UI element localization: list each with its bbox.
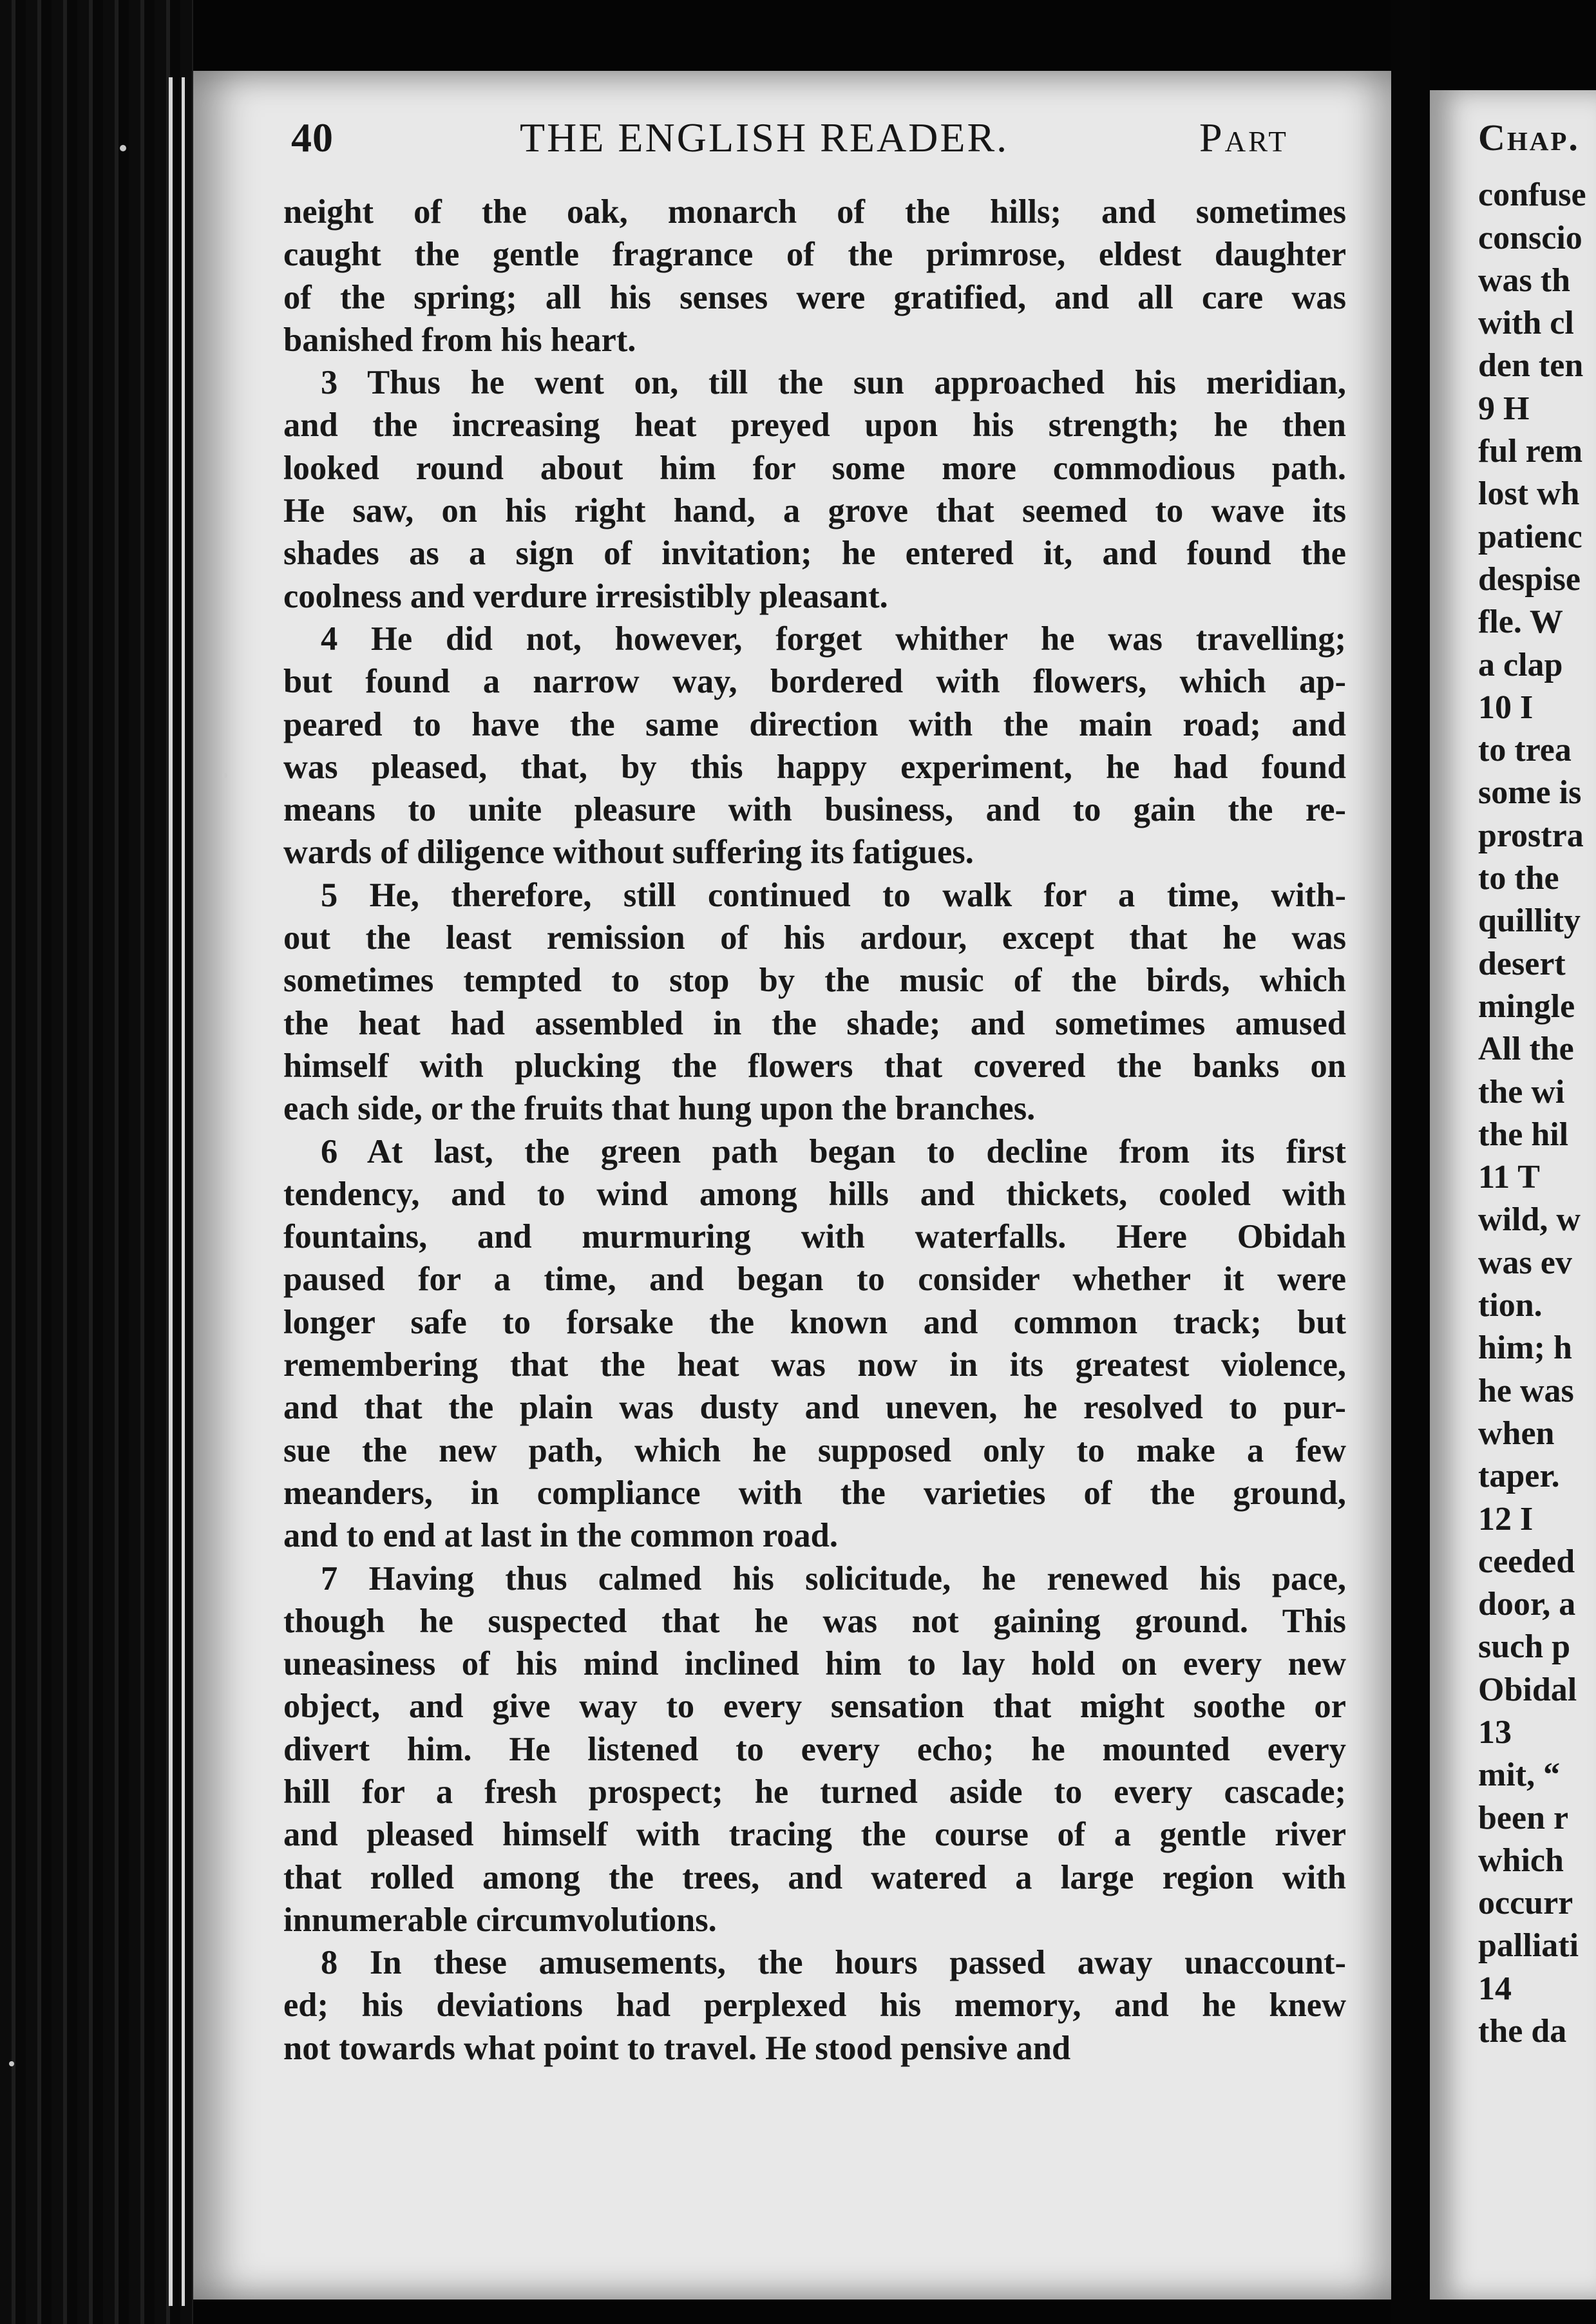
book-binding	[0, 0, 193, 2324]
text-line: shades as a sign of invitation; he entered it, and found the	[283, 535, 1346, 573]
text-line: object, and give way to every sensation that might soothe or	[283, 1688, 1346, 1726]
right-page-line: was ev	[1478, 1244, 1572, 1281]
right-page-text	[1478, 108, 1596, 2053]
right-page-line: ceeded	[1478, 1543, 1575, 1580]
text-line: 7 Having thus calmed his solicitude, he renewed his pace,	[321, 1559, 1346, 1597]
page-number: 40	[291, 115, 334, 160]
right-page-line: conscio	[1478, 219, 1582, 256]
text-line: 8 In these amusements, the hours passed away unaccount-	[321, 1944, 1346, 1982]
right-page-line: with cl	[1478, 305, 1574, 342]
right-page-line: wild, w	[1478, 1201, 1581, 1239]
right-page-line: a clap	[1478, 646, 1563, 683]
text-line: 4 He did not, however, forget whither he was travelling;	[321, 620, 1346, 658]
right-page-line: him; h	[1478, 1329, 1572, 1367]
text-line: uneasiness of his mind inclined him to lay hold on every new	[283, 1645, 1346, 1683]
text-line: remembering that the heat was now in its greatest violence,	[283, 1346, 1346, 1384]
right-page-line: fle. W	[1478, 604, 1563, 641]
text-line: peared to have the same direction with the main road; and	[283, 705, 1346, 743]
text-line: was pleased, that, by this happy experiment, he had found	[283, 748, 1346, 786]
right-page-line: to the	[1478, 860, 1559, 897]
right-page-line: mit, “	[1478, 1757, 1561, 1794]
right-page-line: den ten	[1478, 347, 1584, 385]
text-line: and the increasing heat preyed upon his strength; he then	[283, 406, 1346, 444]
text-line: of the spring; all his senses were gratified, and all care was	[283, 278, 1346, 316]
text-line: that rolled among the trees, and watered a large region with	[283, 1858, 1346, 1896]
text-line: tendency, and to wind among hills and thickets, cooled with	[283, 1175, 1346, 1213]
dust-speck	[120, 145, 126, 151]
text-line: 5 He, therefore, still continued to walk for a time, with-	[321, 876, 1346, 914]
text-line: ed; his deviations had perplexed his memory, and he knew	[283, 1986, 1346, 2024]
right-page-line: patienc	[1478, 518, 1582, 555]
right-page-line: quillity	[1478, 902, 1581, 940]
text-line: but found a narrow way, bordered with flowers, which ap-	[283, 663, 1346, 701]
text-line: paused for a time, and began to consider whether it were	[283, 1261, 1346, 1299]
text-line: He saw, on his right hand, a grove that seemed to wave its	[283, 492, 1346, 530]
right-page-line: 9 H	[1478, 390, 1530, 427]
text-line: meanders, in compliance with the varieties of the ground,	[283, 1474, 1346, 1512]
text-line: longer safe to forsake the known and common track; but	[283, 1303, 1346, 1341]
text-line: means to unite pleasure with business, and to gain the re-	[283, 791, 1346, 829]
text-line: neight of the oak, monarch of the hills; and sometimes	[283, 193, 1346, 231]
dust-speck	[9, 2061, 14, 2066]
right-page-line: despise	[1478, 560, 1581, 598]
right-page-line: some is	[1478, 774, 1582, 812]
right-page-line: confuse	[1478, 176, 1586, 214]
text-line: and to end at last in the common road.	[283, 1517, 838, 1555]
right-page-line: prostra	[1478, 817, 1584, 854]
text-line: sue the new path, which he supposed only to make a few	[283, 1431, 1346, 1469]
right-page-line: occurr	[1478, 1885, 1573, 1922]
right-page-line: Obidal	[1478, 1671, 1577, 1708]
right-page-line: he was	[1478, 1372, 1574, 1409]
right-page-line: such p	[1478, 1628, 1571, 1666]
right-page-line: when	[1478, 1414, 1555, 1452]
text-line: caught the gentle fragrance of the primrose, eldest daughter	[283, 236, 1346, 274]
binding-edge	[182, 77, 185, 2306]
right-page-line: 13	[1478, 1713, 1512, 1751]
right-page-line: the wi	[1478, 1073, 1565, 1110]
text-line: and that the plain was dusty and uneven, he resolved to pur-	[283, 1389, 1346, 1427]
text-line: though he suspected that he was not gaining ground. This	[283, 1602, 1346, 1640]
page-header	[291, 108, 1335, 167]
running-title: THE ENGLISH READER.	[520, 115, 1009, 160]
text-line: himself with plucking the flowers that covered the banks on	[283, 1047, 1346, 1085]
text-line: fountains, and murmuring with waterfalls. Here Obidah	[283, 1218, 1346, 1256]
right-page-line: palliati	[1478, 1927, 1579, 1965]
right-page-line: 12 I	[1478, 1500, 1534, 1538]
page-gutter	[1391, 0, 1430, 2324]
right-page-line: which	[1478, 1842, 1564, 1879]
right-page-line: mingle	[1478, 987, 1575, 1025]
binding-edge	[169, 77, 173, 2306]
right-page-line: to trea	[1478, 732, 1572, 769]
text-line: sometimes tempted to stop by the music of the birds, which	[283, 962, 1346, 1000]
right-page-line: 11 T	[1478, 1159, 1540, 1196]
right-page-line: door, a	[1478, 1586, 1576, 1623]
right-page-line: tion.	[1478, 1287, 1543, 1324]
right-page-line: the hil	[1478, 1116, 1569, 1153]
text-line: and pleased himself with tracing the course of a gentle river	[283, 1816, 1346, 1854]
right-page-line: 14	[1478, 1970, 1512, 2007]
right-page-line: taper.	[1478, 1458, 1560, 1495]
dust-speck	[222, 773, 227, 778]
right-page-line: All the	[1478, 1031, 1574, 1068]
text-line: hill for a fresh prospect; he turned aside to every cascade;	[283, 1773, 1346, 1811]
text-line: out the least remission of his ardour, except that he was	[283, 919, 1346, 957]
right-page-line: was th	[1478, 262, 1571, 299]
text-line: divert him. He listened to every echo; he mounted every	[283, 1730, 1346, 1768]
right-page-line: ful rem	[1478, 433, 1583, 470]
right-page-line: the da	[1478, 2013, 1567, 2050]
right-page-line: desert	[1478, 945, 1566, 982]
text-line: 3 Thus he went on, till the sun approached his meridian,	[321, 364, 1346, 402]
page-body	[283, 191, 1346, 2070]
text-line: banished from his heart.	[283, 321, 636, 359]
text-line: 6 At last, the green path began to decline from its first	[321, 1132, 1346, 1170]
text-line: not towards what point to travel. He stood pensive and	[283, 2029, 1071, 2067]
text-line: looked round about him for some more commodious path.	[283, 449, 1346, 487]
right-page-line: been r	[1478, 1799, 1569, 1836]
text-line: innumerable circumvolutions.	[283, 1901, 717, 1939]
right-page-line: lost wh	[1478, 475, 1580, 513]
text-line: each side, or the fruits that hung upon the branches.	[283, 1090, 1036, 1128]
text-line: the heat had assembled in the shade; and sometimes amused	[283, 1004, 1346, 1042]
right-page-header: Chap.	[1478, 117, 1580, 158]
part-label: Part	[1199, 115, 1289, 160]
text-line: wards of diligence without suffering its fatigues.	[283, 833, 974, 872]
right-page-line: 10 I	[1478, 689, 1534, 726]
text-line: coolness and verdure irresistibly pleasant.	[283, 577, 888, 615]
